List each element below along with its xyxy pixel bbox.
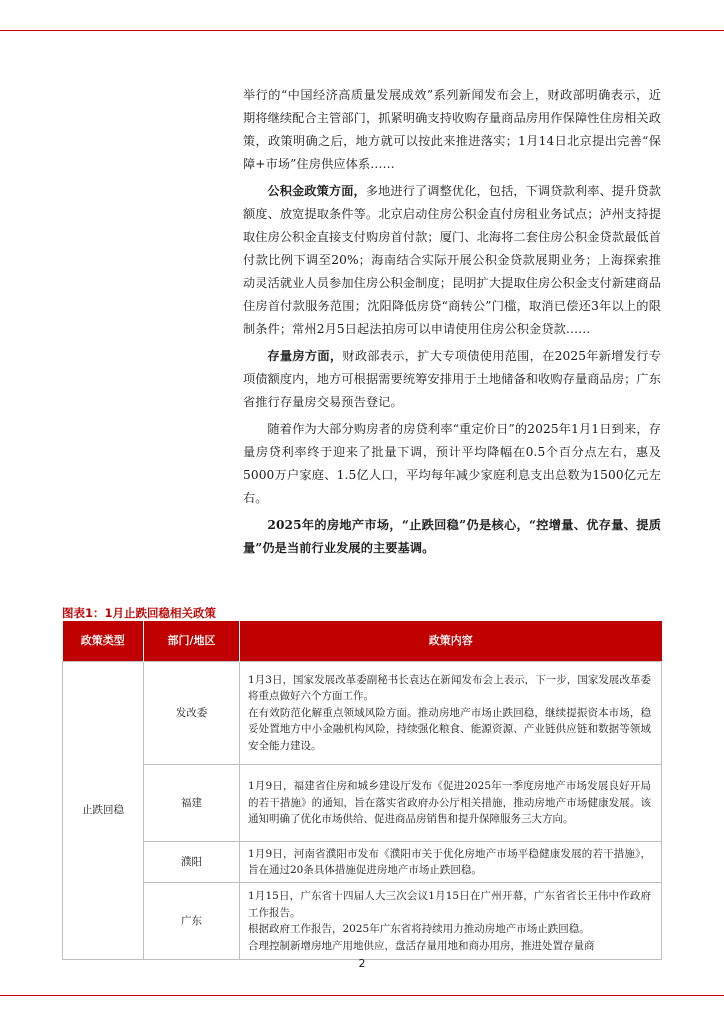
paragraph-mortgage-rate: 随着作为大部分购房者的房贷利率“重定价日”的2025年1月1日到来，存量房贷利率终于迎来了批量下调，预计平均降幅在0.5个百分点左右，惠及5000万户家庭、1.5亿人口，平均每年减少家庭利息支出总数为1500亿元左右。 [243, 422, 661, 505]
department-cell: 发改委 [144, 662, 240, 765]
policy-content-cell [240, 765, 662, 842]
header-policy-content: 政策内容 [240, 621, 662, 662]
paragraph-summary: 2025年的房地产市场，“止跌回稳”仍是核心，“控增量、优存量、提质量”仍是当前行业发展的主要基调。 [243, 518, 661, 555]
department-cell: 濮阳 [144, 842, 240, 883]
page-number: 2 [358, 957, 366, 970]
body-text [243, 84, 661, 564]
department-cell: 福建 [144, 765, 240, 842]
paragraph-housing-acquisition: 举行的“中国经济高质量发展成效”系列新闻发布会上，财政部明确表示，近期将继续配合主管部门，抓紧明确支持收购存量商品房用作保障性住房相关政策，政策明确之后，地方就可以按此来推进落实；1月14日北京提出完善“保障+市场”住房供应体系…… [243, 88, 661, 171]
table-row [63, 842, 662, 883]
footer-rule [0, 995, 724, 996]
policy-content-cell [240, 662, 662, 765]
paragraph-provident-fund [243, 180, 661, 341]
existing-housing-body: 财政部表示，扩大专项债使用范围，在2025年新增发行专项债额度内，地方可根据需要统筹安排用于土地储备和收购存量商品房；广东省推行存量房交易预告登记。 [243, 349, 661, 409]
policy-content-line: 1月3日，国家发展改革委副秘书长袁达在新闻发布会上表示，下一步，国家发展改革委将重点做好六个方面工作。 [248, 673, 651, 703]
table-header-row [63, 621, 662, 662]
policy-content-line: 合理控制新增房地产用地供应，盘活存量用地和商办用房，推进处置存量商 [248, 939, 595, 952]
header-policy-type: 政策类型 [63, 621, 144, 662]
policy-content-line: 在有效防范化解重点领域风险方面。推动房地产市场止跌回稳，继续提振资本市场，稳妥处置地方中小金融机构风险，持续强化粮食、能源资源、产业链供应链和数据等领域安全能力建设。 [248, 706, 651, 752]
policy-content-cell [240, 842, 662, 883]
policy-content-line: 1月9日，福建省住房和城乡建设厅发布《促进2025年一季度房地产市场发展良好开局的若干措施》的通知，旨在落实省政府办公厅相关措施，推动房地产市场健康发展。该通知明确了优化市场供给、促进商品房销售和提升保障服务三大方向。 [248, 780, 651, 826]
policy-content-line: 1月15日，广东省十四届人大三次会议1月15日在广州开幕，广东省省长王伟中作政府工作报告。 [248, 890, 651, 919]
policy-content-line: 根据政府工作报告，2025年广东省将持续用力推动房地产市场止跌回稳。 [248, 923, 590, 935]
existing-housing-lead: 存量房方面， [267, 349, 343, 363]
paragraph-existing-housing [243, 345, 661, 414]
policy-type-cell: 止跌回稳 [63, 662, 144, 960]
policy-content-cell [240, 883, 662, 960]
table-caption: 图表1：1月止跌回稳相关政策 [62, 606, 217, 620]
table-row [63, 883, 662, 960]
provident-fund-body: 多地进行了调整优化，包括，下调贷款利率、提升贷款额度、放宽提取条件等。北京启动住房公积金直付房租业务试点；泸州支持提取住房公积金直接支付购房首付款；厦门、北海将二套住房公积金贷款最低首付款比例下调至20%；海南结合实际开展公积金贷款展期业务；上海探索推动灵活就业人员参加住房公积金制度；昆明扩大提取住房公积金支付新建商品住房首付款服务范围；沈阳降低房贷“商转公”门槛，取消已偿还3年以上的限制条件；常州2月5日起法拍房可以申请使用住房公积金贷款…… [243, 184, 661, 336]
table-row [63, 765, 662, 842]
policy-table [62, 621, 662, 960]
policy-content-line: 1月9日，河南省濮阳市发布《濮阳市关于优化房地产市场平稳健康发展的若干措施》，旨在通过20条具体措施促进房地产市场止跌回稳。 [248, 847, 651, 876]
header-rule [0, 30, 724, 31]
table-row [63, 662, 662, 765]
header-department: 部门/地区 [144, 621, 240, 662]
department-cell: 广东 [144, 883, 240, 960]
provident-fund-lead: 公积金政策方面， [267, 184, 366, 198]
